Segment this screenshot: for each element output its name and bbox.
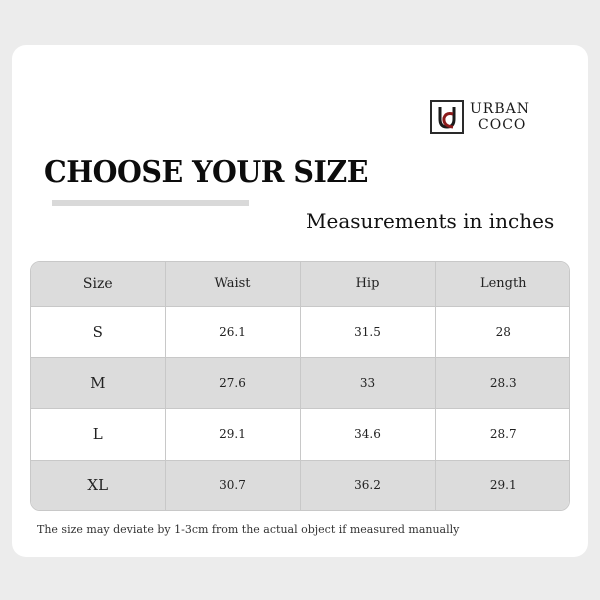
cell-length: 28.7	[435, 409, 570, 460]
cell-size: S	[31, 306, 165, 357]
cell-size: L	[31, 409, 165, 460]
cell-hip: 33	[300, 358, 435, 409]
table-row	[31, 306, 570, 357]
header-length: Length	[435, 262, 570, 306]
measurement-unit-subtitle: Measurements in inches	[306, 209, 555, 233]
page-title: CHOOSE YOUR SIZE	[44, 155, 368, 190]
table-header-row	[31, 262, 570, 306]
cell-waist: 29.1	[165, 409, 300, 460]
cell-size: XL	[31, 460, 165, 510]
title-underline	[52, 200, 249, 206]
brand-logo	[430, 100, 530, 134]
header-waist: Waist	[165, 262, 300, 306]
header-hip: Hip	[300, 262, 435, 306]
cell-length: 28	[435, 306, 570, 357]
table-row	[31, 409, 570, 460]
brand-monogram-icon	[430, 100, 464, 134]
brand-name-line2: COCO	[478, 117, 527, 133]
brand-name-line1: URBAN	[470, 101, 530, 117]
cell-length: 29.1	[435, 460, 570, 510]
measurement-disclaimer: The size may deviate by 1-3cm from the actual object if measured manually	[37, 523, 460, 536]
size-chart-card	[12, 45, 588, 557]
header-size: Size	[31, 262, 165, 306]
cell-waist: 26.1	[165, 306, 300, 357]
cell-waist: 27.6	[165, 358, 300, 409]
cell-hip: 34.6	[300, 409, 435, 460]
cell-length: 28.3	[435, 358, 570, 409]
size-table	[30, 261, 570, 511]
brand-name	[470, 101, 530, 133]
cell-hip: 31.5	[300, 306, 435, 357]
cell-size: M	[31, 358, 165, 409]
cell-hip: 36.2	[300, 460, 435, 510]
table-row	[31, 460, 570, 510]
cell-waist: 30.7	[165, 460, 300, 510]
table-row	[31, 358, 570, 409]
